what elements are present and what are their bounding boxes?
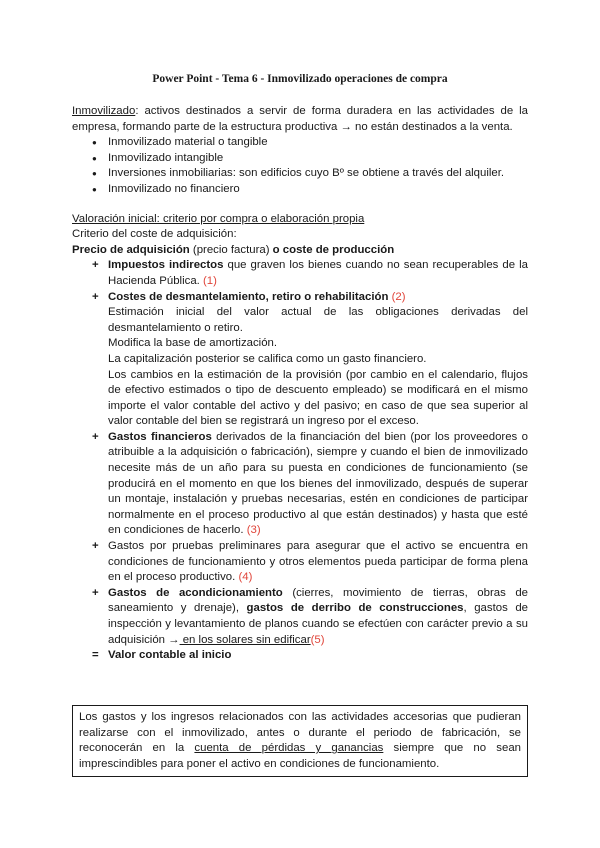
detail-line: Estimación inicial del valor actual de las obligaciones derivadas del desmantelamiento o retiro. [108, 306, 528, 334]
reference-marker: (2) [388, 290, 406, 303]
plus-icon: + [92, 290, 99, 303]
reference-marker: (3) [246, 524, 261, 537]
list-item: = Valor contable al inicio [92, 648, 528, 664]
equals-icon: = [92, 649, 99, 662]
list-item: + Gastos financieros derivados de la financiación del bien (por los proveedores o atribuible a la adquisición o fabricación), siempre y cuando el bien de inmovilizado necesite más de un año para su puesta en condiciones de funcionamiento (se producirá en el momento en que los bienes del inmovilizado, después de superar un montaje, instalación y pruebas necesarias, estén en condiciones de participar normalmente en el proceso productivo al que están destinados) y hasta que esté en condiciones de hacerlo. (3) [92, 430, 528, 537]
intro-text-2: no están destinados a la venta. [351, 120, 513, 133]
arrow-icon: → [340, 120, 352, 133]
detail-line: Modifica la base de amortización. [108, 337, 278, 350]
document-body [72, 104, 528, 664]
plus-icon: + [92, 259, 99, 272]
plus-icon: + [92, 540, 99, 553]
arrow-icon: → [168, 633, 180, 646]
plus-icon: + [92, 586, 99, 599]
list-item: + Impuestos indirectos que graven los bienes cuando no sean recuperables de la Hacienda Pública. (1) [92, 259, 528, 287]
reference-marker: (4) [238, 571, 253, 584]
list-item: ● Inversiones inmobiliarias: son edificios cuyo Bº se obtiene a través del alquiler. [92, 166, 528, 182]
list-item: ● Inmovilizado no financiero [92, 182, 528, 198]
inmovilizado-types-list [72, 135, 528, 197]
intro-paragraph [72, 104, 528, 135]
reference-marker: (1) [202, 274, 217, 287]
list-item: + Gastos de acondicionamiento (cierres, movimiento de tierras, obras de saneamiento y drenaje), gastos de derribo de construcciones, gastos de inspección y levantamiento de planos cuando se efectúen con carácter previo a su adquisición → en los solares sin edificar(5) [92, 586, 529, 646]
list-item: + Costes de desmantelamiento, retiro o rehabilitación (2) Estimación inicial del valor actual de las obligaciones derivadas del desmantelamiento o retiro. Modifica la base de amortización. La capitalización posterior se califica como un gasto financiero. Los cambios en la estimación de la provisión (por cambio en el calendario, flujos de efectivo estimados o tipo de descuento empleado) se modificará en el mismo importe el valor contable del activo y del pasivo; en caso de que sea superior al valor contable del bien se registrará un ingreso por el exceso. [92, 290, 528, 430]
list-item: ● Inmovilizado material o tangible [92, 135, 528, 151]
note-box: Los gastos y los ingresos relacionados con las actividades accesorias que pudieran realizarse con el inmovilizado, antes o durante el periodo de fabricación, se reconocerán en la cuenta de pérdidas y ganancias siempre que no sean imprescindibles para poner el activo en condiciones de funcionamiento. [72, 705, 528, 777]
reference-marker: (5) [310, 633, 325, 646]
page-title: Power Point - Tema 6 - Inmovilizado operaciones de compra [152, 73, 448, 85]
detail-line: La capitalización posterior se califica como un gasto financiero. [108, 352, 427, 365]
precio-line: Precio de adquisición (precio factura) o coste de producción [72, 243, 395, 256]
criterio-line: Criterio del coste de adquisición: [72, 228, 237, 241]
intro-term: Inmovilizado [72, 105, 136, 117]
valoracion-heading: Valoración inicial: criterio por compra o elaboración propia [72, 212, 365, 225]
detail-line: Los cambios en la estimación de la provisión (por cambio en el calendario, flujos de efectivo estimados o tipo de descuento empleado) se modificará en el mismo importe el valor contable del activo y del pasivo; en caso de que sea superior al valor contable del bien se registrará un ingreso por el exceso. [108, 368, 528, 428]
intro-text: : activos destinados a servir de forma duradera en las actividades de la empresa, formando parte de la estructura productiva [72, 105, 528, 133]
list-item: + Gastos por pruebas preliminares para asegurar que el activo se encuentra en condiciones de funcionamiento y otros elementos pueda participar de forma plena en el proceso productivo. (4) [92, 540, 528, 584]
cost-components-list [72, 258, 528, 663]
plus-icon: + [92, 430, 99, 443]
list-item: ● Inmovilizado intangible [92, 151, 528, 167]
